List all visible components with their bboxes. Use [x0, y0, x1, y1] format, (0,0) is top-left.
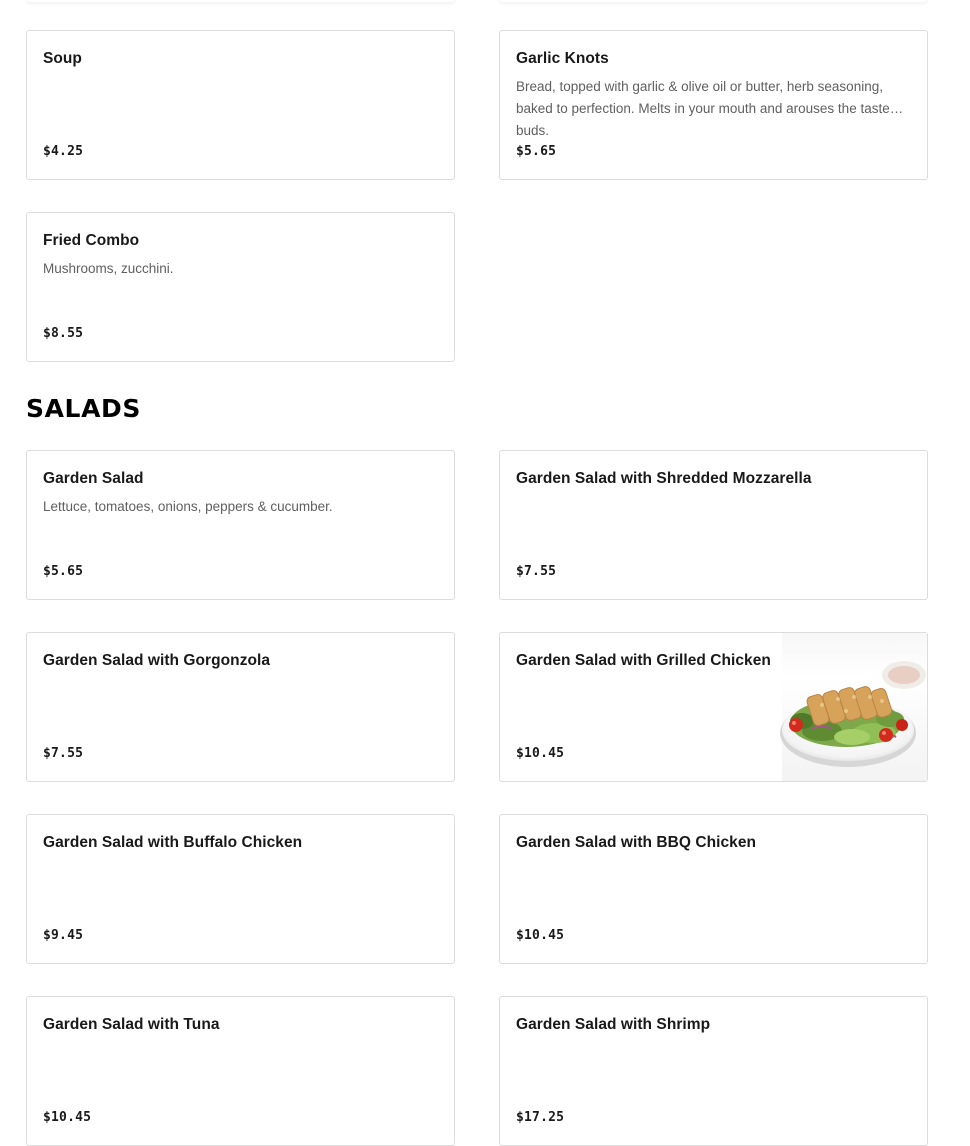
menu-item-name: Garden Salad [43, 470, 144, 487]
menu-item-price: $4.25 [43, 144, 84, 159]
menu-item-name: Garden Salad with Gorgonzola [43, 652, 271, 669]
menu-item-price: $7.55 [516, 564, 557, 579]
menu-item-price: $7.55 [43, 746, 84, 761]
menu-item-card[interactable] [26, 212, 455, 362]
previous-card-edge [26, 0, 455, 2]
menu-item-price: $17.25 [516, 1110, 565, 1125]
menu-item-card[interactable] [499, 30, 928, 180]
menu-item-name: Garden Salad with Buffalo Chicken [43, 834, 303, 851]
menu-item-price: $5.65 [43, 564, 84, 579]
menu-item-price: $10.45 [516, 928, 565, 943]
menu-item-name: Garden Salad with Shrimp [516, 1016, 711, 1033]
menu-item-card[interactable] [26, 632, 455, 782]
menu-item-price: $10.45 [43, 1110, 92, 1125]
menu-item-price: $10.45 [516, 746, 565, 761]
menu-item-description: Bread, topped with garlic & olive oil or butter, herb seasoning, baked to perfection. Melts in your mouth and arouses the taste buds. [516, 79, 890, 138]
menu-item-description: Lettuce, tomatoes, onions, peppers & cucumber. [43, 499, 333, 514]
menu-item-card[interactable] [26, 450, 455, 600]
menu-item-name: Garden Salad with Tuna [43, 1016, 220, 1033]
grilled-chicken-salad-photo [782, 633, 927, 781]
section-title-salads: SALADS [26, 394, 141, 423]
menu-item-name: Garden Salad with Grilled Chicken [516, 652, 771, 669]
menu-item-price: $9.45 [43, 928, 84, 943]
menu-item-card[interactable] [26, 996, 455, 1146]
menu-item-price: $5.65 [516, 144, 557, 159]
menu-item-name: Garden Salad with Shredded Mozzarella [516, 470, 812, 487]
menu-item-name: Fried Combo [43, 232, 140, 249]
menu-item-card[interactable] [26, 814, 455, 964]
menu-item-card[interactable] [499, 996, 928, 1146]
menu-item-name: Garden Salad with BBQ Chicken [516, 834, 757, 851]
menu-item-card[interactable] [499, 632, 928, 782]
menu-item-name: Garlic Knots [516, 50, 609, 67]
menu-item-card[interactable] [26, 30, 455, 180]
previous-card-edge [499, 0, 928, 2]
menu-item-description: Mushrooms, zucchini. [43, 261, 174, 276]
menu-item-card[interactable] [499, 450, 928, 600]
menu-item-card[interactable] [499, 814, 928, 964]
menu-item-name: Soup [43, 50, 82, 67]
salad-plate-illustration [782, 633, 927, 781]
menu-item-price: $8.55 [43, 326, 84, 341]
